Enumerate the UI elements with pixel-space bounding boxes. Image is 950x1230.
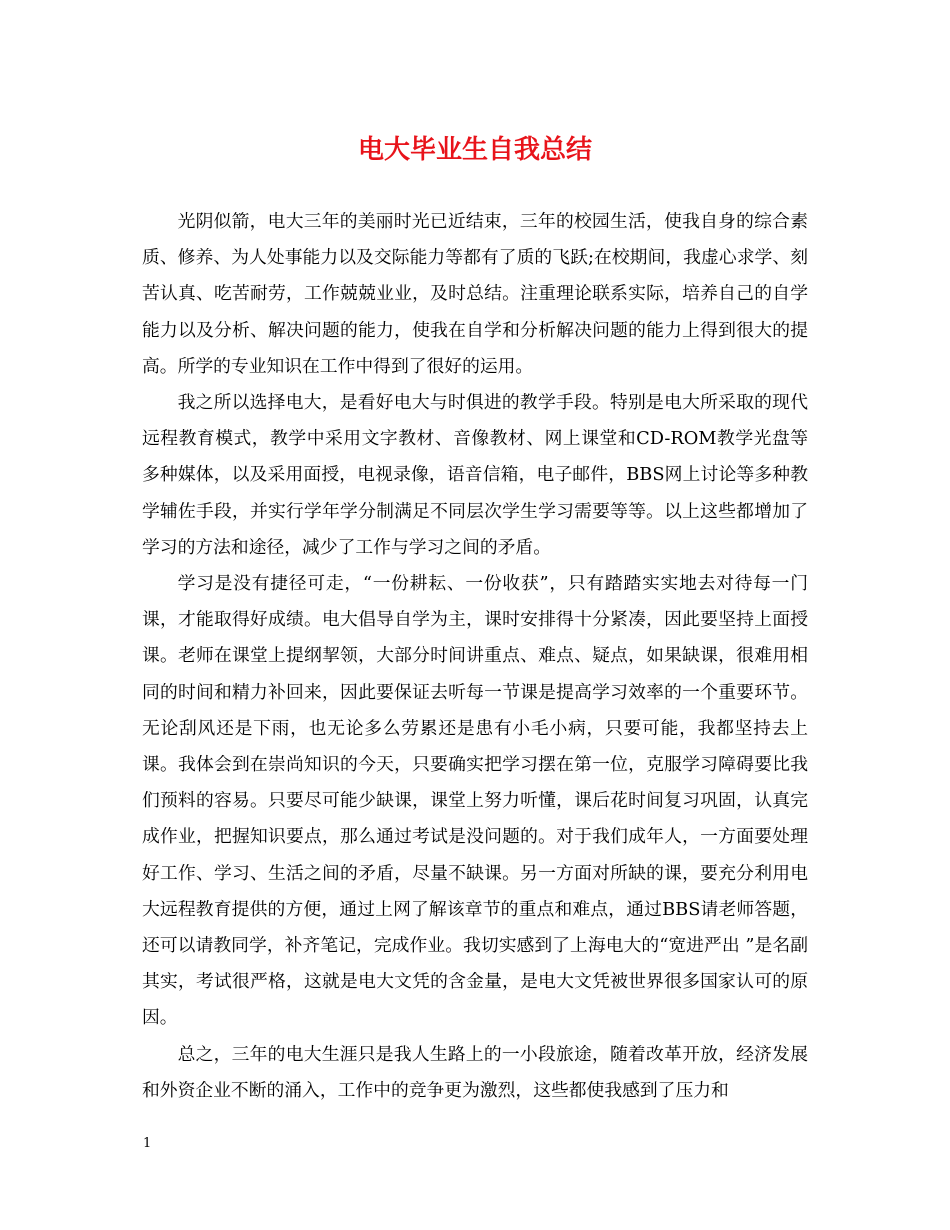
paragraph-3: 学习是没有捷径可走，“一份耕耘、一份收获”，只有踏踏实实地去对待每一门课，才能取得好成绩。电大倡导自学为主，课时安排得十分紧凑，因此要坚持上面授课。老师在课堂上提纲挈领，大部分时间讲重点、难点、疑点，如果缺课，很难用相同的时间和精力补回来，因此要保证去听每一节课是提高学习效率的一个重要环节。无论刮风还是下雨，也无论多么劳累还是患有小毛小病，只要可能，我都坚持去上课。我体会到在崇尚知识的今天，只要确实把学习摆在第一位，克服学习障碍要比我们预料的容易。只要尽可能少缺课，课堂上努力听懂，课后花时间复习巩固，认真完成作业，把握知识要点，那么通过考试是没问题的。对于我们成年人，一方面要处理好工作、学习、生活之间的矛盾，尽量不缺课。另一方面对所缺的课，要充分利用电大远程教育提供的方便，通过上网了解该章节的重点和难点，通过BBS请老师答题，还可以请教同学，补齐笔记，完成作业。我切实感到了上海电大的“宽进严出 ”是名副其实，考试很严格，这就是电大文凭的含金量，是电大文凭被世界很多国家认可的原因。 xyxy=(142,573,808,1029)
document-body xyxy=(142,204,808,1109)
paragraph-2: 我之所以选择电大，是看好电大与时俱进的教学手段。特别是电大所采取的现代远程教育模式，教学中采用文字教材、音像教材、网上课堂和CD-ROM教学光盘等多种媒体，以及采用面授，电视录像，语音信箱，电子邮件，BBS网上讨论等多种教学辅佐手段，并实行学年学分制满足不同层次学生学习需要等等。以上这些都增加了学习的方法和途径，减少了工作与学习之间的矛盾。 xyxy=(142,392,808,558)
document-title: 电大毕业生自我总结 xyxy=(357,135,592,165)
page-number: 1 xyxy=(143,1136,152,1151)
paragraph-1: 光阴似箭，电大三年的美丽时光已近结束，三年的校园生活，使我自身的综合素质、修养、为人处事能力以及交际能力等都有了质的飞跃;在校期间，我虚心求学、刻苦认真、吃苦耐劳，工作兢兢业业，及时总结。注重理论联系实际，培养自己的自学能力以及分析、解决问题的能力，使我在自学和分析解决问题的能力上得到很大的提高。所学的专业知识在工作中得到了很好的运用。 xyxy=(142,211,808,377)
paragraph-4: 总之，三年的电大生涯只是我人生路上的一小段旅途，随着改革开放，经济发展和外资企业不断的涌入，工作中的竞争更为激烈，这些都使我感到了压力和 xyxy=(142,1043,808,1101)
